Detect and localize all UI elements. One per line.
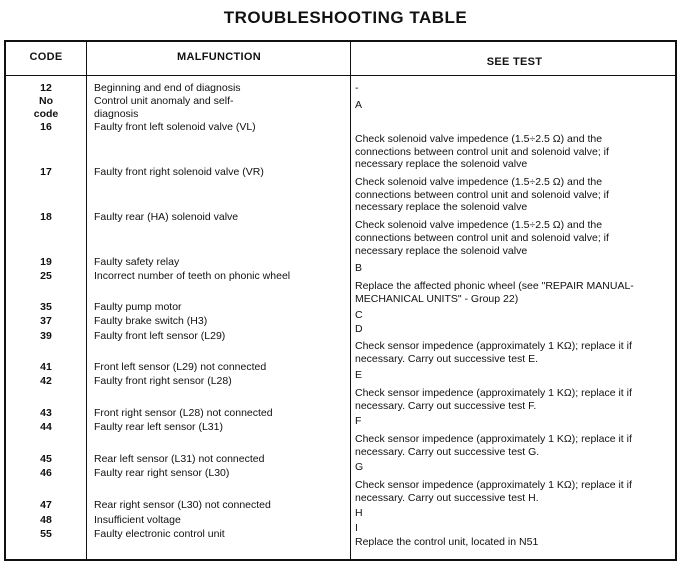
test-cell: necessary replace the solenoid valve <box>355 245 528 257</box>
header-see-test: SEE TEST <box>486 56 543 68</box>
header-malfunction: MALFUNCTION <box>177 51 261 63</box>
code-cell: 46 <box>40 467 52 479</box>
code-cell: 41 <box>40 361 52 373</box>
malfunction-cell: Faulty rear right sensor (L30) <box>94 467 230 479</box>
code-cell: code <box>33 108 59 120</box>
code-cell: 45 <box>40 453 52 465</box>
code-cell: 43 <box>40 407 52 419</box>
column-divider <box>350 42 351 559</box>
code-cell: 12 <box>40 82 52 94</box>
malfunction-cell: Rear right sensor (L30) not connected <box>94 499 271 511</box>
malfunction-cell: Faulty front right solenoid valve (VR) <box>94 166 264 178</box>
malfunction-cell: Front left sensor (L29) not connected <box>94 361 267 373</box>
malfunction-cell: diagnosis <box>94 108 139 120</box>
malfunction-cell: Control unit anomaly and self- <box>94 95 234 107</box>
malfunction-cell: Faulty front right sensor (L28) <box>94 375 232 387</box>
column-divider <box>86 42 87 559</box>
test-cell: necessary replace the solenoid valve <box>355 158 528 170</box>
code-cell: 42 <box>40 375 52 387</box>
test-cell: Check sensor impedence (approximately 1 KΩ); replace it if <box>355 479 632 491</box>
code-cell: 18 <box>40 211 52 223</box>
test-cell: H <box>355 507 363 519</box>
test-cell: connections between control unit and solenoid valve; if <box>355 189 609 201</box>
test-cell: connections between control unit and solenoid valve; if <box>355 232 609 244</box>
test-cell: G <box>355 461 364 473</box>
test-cell: Replace the affected phonic wheel (see "REPAIR MANUAL- <box>355 280 634 292</box>
code-cell: 17 <box>40 166 52 178</box>
test-cell: necessary. Carry out successive test H. <box>355 492 539 504</box>
malfunction-cell: Faulty rear (HA) solenoid valve <box>94 211 239 223</box>
code-cell: 35 <box>40 301 52 313</box>
malfunction-cell: Faulty front left solenoid valve (VL) <box>94 121 256 133</box>
code-cell: 37 <box>40 315 52 327</box>
header-divider <box>6 75 675 76</box>
code-cell: 55 <box>40 528 52 540</box>
malfunction-cell: Faulty electronic control unit <box>94 528 225 540</box>
code-cell: 44 <box>40 421 52 433</box>
malfunction-cell: Faulty front left sensor (L29) <box>94 330 226 342</box>
test-cell: Replace the control unit, located in N51 <box>355 536 539 548</box>
troubleshooting-table <box>4 40 677 561</box>
test-cell: D <box>355 323 363 335</box>
malfunction-cell: Faulty safety relay <box>94 256 180 268</box>
malfunction-cell: Faulty pump motor <box>94 301 182 313</box>
code-cell: 19 <box>40 256 52 268</box>
test-cell: B <box>355 262 363 274</box>
test-cell: A <box>355 99 363 111</box>
test-cell: Check solenoid valve impedence (1.5÷2.5 Ω) and the <box>355 219 603 231</box>
malfunction-cell: Incorrect number of teeth on phonic wheel <box>94 270 291 282</box>
malfunction-cell: Insufficient voltage <box>94 514 181 526</box>
test-cell: - <box>355 82 359 94</box>
test-cell: Check solenoid valve impedence (1.5÷2.5 Ω) and the <box>355 176 603 188</box>
test-cell: necessary. Carry out successive test E. <box>355 353 539 365</box>
test-cell: Check solenoid valve impedence (1.5÷2.5 Ω) and the <box>355 133 603 145</box>
test-cell: F <box>355 415 362 427</box>
malfunction-cell: Faulty rear left sensor (L31) <box>94 421 223 433</box>
test-cell: Check sensor impedence (approximately 1 KΩ); replace it if <box>355 387 632 399</box>
malfunction-cell: Faulty brake switch (H3) <box>94 315 208 327</box>
code-cell: 16 <box>40 121 52 133</box>
test-cell: Check sensor impedence (approximately 1 KΩ); replace it if <box>355 340 632 352</box>
document-title: TROUBLESHOOTING TABLE <box>223 8 468 27</box>
test-cell: necessary. Carry out successive test F. <box>355 400 537 412</box>
malfunction-cell: Front right sensor (L28) not connected <box>94 407 273 419</box>
code-cell: No <box>39 95 53 107</box>
code-cell: 25 <box>40 270 52 282</box>
test-cell: I <box>355 522 358 534</box>
test-cell: C <box>355 309 363 321</box>
code-cell: 47 <box>40 499 52 511</box>
test-cell: necessary replace the solenoid valve <box>355 201 528 213</box>
code-cell: 39 <box>40 330 52 342</box>
malfunction-cell: Rear left sensor (L31) not connected <box>94 453 265 465</box>
test-cell: necessary. Carry out successive test G. <box>355 446 540 458</box>
malfunction-cell: Beginning and end of diagnosis <box>94 82 241 94</box>
header-code: CODE <box>29 51 63 63</box>
code-cell: 48 <box>40 514 52 526</box>
test-cell: E <box>355 369 363 381</box>
test-cell: MECHANICAL UNITS" - Group 22) <box>355 293 519 305</box>
test-cell: Check sensor impedence (approximately 1 KΩ); replace it if <box>355 433 632 445</box>
test-cell: connections between control unit and solenoid valve; if <box>355 146 609 158</box>
